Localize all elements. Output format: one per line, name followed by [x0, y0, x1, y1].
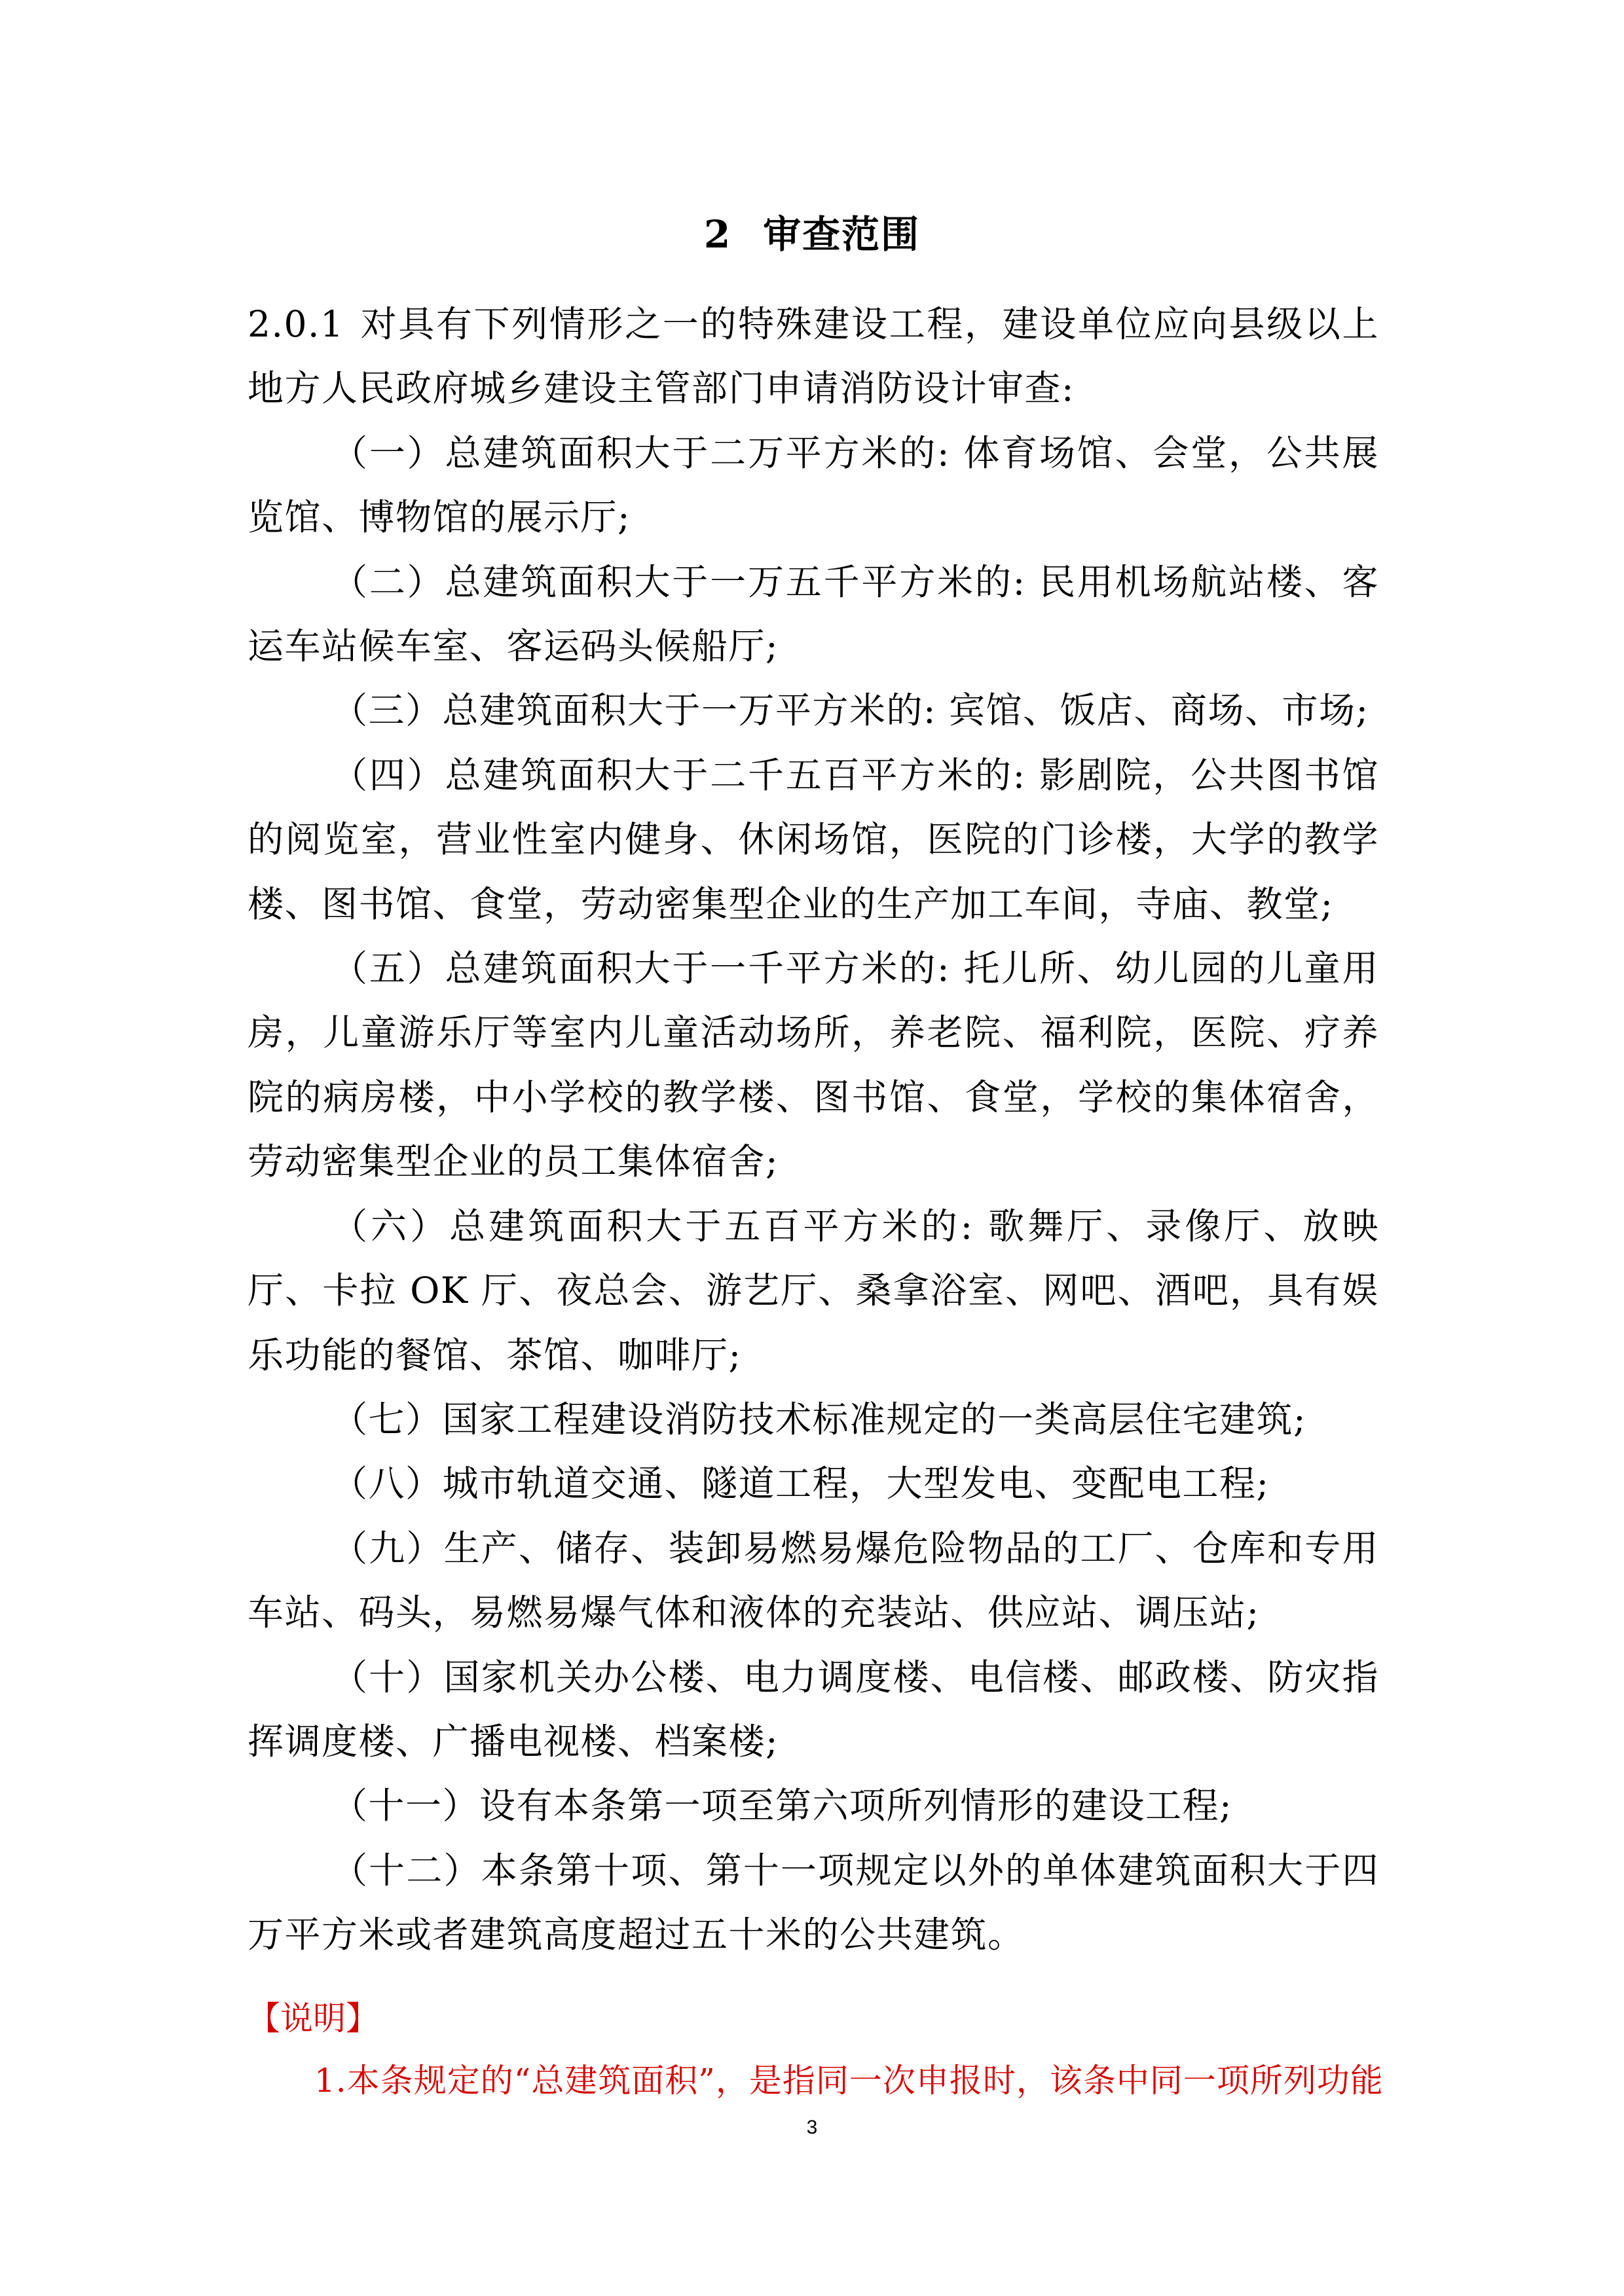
- clause-text: 对具有下列情形之一的特殊建设工程，建设单位应向县级以上地方人民政府城乡建设主管部门申请消防设计审查:: [248, 303, 1379, 410]
- note-label: 【说明】: [248, 1999, 378, 2037]
- section-number: 2: [703, 212, 732, 257]
- page-number: 3: [806, 2117, 818, 2138]
- list-item-8: （八）城市轨道交通、隧道工程，大型发电、变配电工程;: [331, 1463, 1270, 1505]
- list-item-12: （十二）本条第十项、第十一项规定以外的单体建筑面积大于四万平方米或者建筑高度超过五十米的公共建筑。: [248, 1849, 1379, 1956]
- section-title: 审查范围: [763, 212, 921, 257]
- list-item-9: （九）生产、储存、装卸易燃易爆危险物品的工厂、仓库和专用车站、码头，易燃易爆气体和液体的充装站、供应站、调压站;: [248, 1527, 1379, 1634]
- note-first-line: 1.本条规定的“总建筑面积”，是指同一次申报时，该条中同一项所列功能: [314, 2062, 1384, 2100]
- section-heading: [0, 208, 1624, 261]
- list-item-1: （一）总建筑面积大于二万平方米的: 体育场馆、会堂，公共展览馆、博物馆的展示厅;: [248, 431, 1379, 539]
- clause-number: 2.0.1: [248, 303, 344, 345]
- list-item-5: （五）总建筑面积大于一千平方米的: 托儿所、幼儿园的儿童用房，儿童游乐厅等室内儿童活动场所，养老院、福利院，医院、疗养院的病房楼，中小学校的教学楼、图书馆、食堂，学校的集体宿舍，劳动密集型企业的员工集体宿舍;: [248, 947, 1379, 1183]
- list-item-10: （十）国家机关办公楼、电力调度楼、电信楼、邮政楼、防灾指挥调度楼、广播电视楼、档案楼;: [248, 1656, 1379, 1762]
- list-item-2: （二）总建筑面积大于一万五千平方米的: 民用机场航站楼、客运车站候车室、客运码头候船厅;: [248, 560, 1379, 668]
- list-item-4: （四）总建筑面积大于二千五百平方米的: 影剧院，公共图书馆的阅览室，营业性室内健身、休闲场馆，医院的门诊楼，大学的教学楼、图书馆、食堂，劳动密集型企业的生产加工车间，寺庙、教堂;: [248, 754, 1379, 925]
- clause-paragraph: [248, 292, 1379, 421]
- list-item-3: （三）总建筑面积大于一万平方米的: 宾馆、饭店、商场、市场;: [331, 689, 1369, 732]
- list-item-6: （六）总建筑面积大于五百平方米的: 歌舞厅、录像厅、放映厅、卡拉 OK 厅、夜总会、游艺厅、桑拿浴室、网吧、酒吧，具有娱乐功能的餐馆、茶馆、咖啡厅;: [248, 1205, 1379, 1376]
- list-item-7: （七）国家工程建设消防技术标准规定的一类高层住宅建筑;: [331, 1398, 1307, 1440]
- list-item-11: （十一）设有本条第一项至第六项所列情形的建设工程;: [331, 1785, 1233, 1827]
- document-body: [248, 292, 1379, 1967]
